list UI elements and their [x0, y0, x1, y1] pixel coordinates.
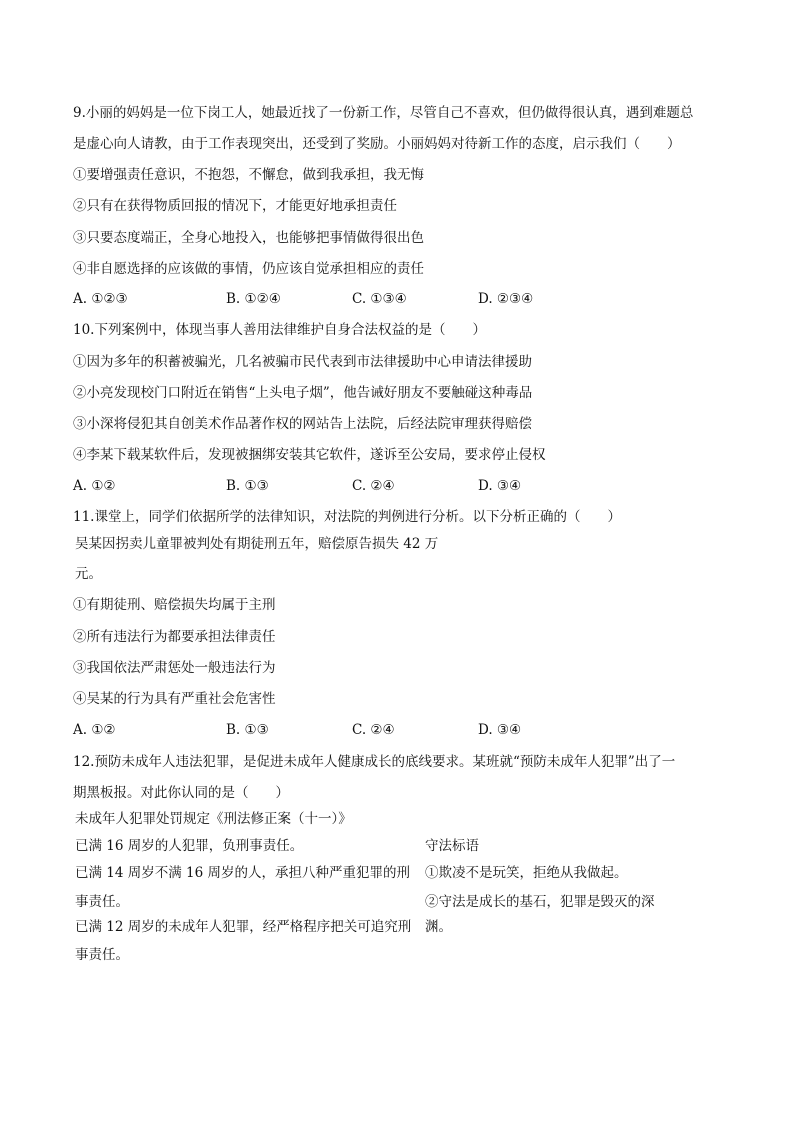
q10-item-2: ②小亮发现校门口附近在销售“上头电子烟”，他告诫好朋友不要触碰这种毒品 — [73, 385, 533, 401]
q10-option-c[interactable]: C. ②④ — [352, 478, 395, 494]
q10-item-4: ④李某下载某软件后，发现被捆绑安装其它软件，遂诉至公安局，要求停止侵权 — [73, 447, 546, 463]
q9-stem-line1: 9.小丽的妈妈是一位下岗工人，她最近找了一份新工作，尽管自己不喜欢，但仍做得很认真，遇到难题总 — [73, 105, 694, 121]
q12-stem-line1: 12.预防未成年人违法犯罪，是促进未成年人健康成长的底线要求。某班就“预防未成年人犯罪”出了一 — [73, 754, 676, 770]
q12-left-line-5: 事责任。 — [75, 947, 129, 963]
q11-case-line1: 吴某因拐卖儿童罪被判处有期徒刑五年，赔偿原告损失 42 万 — [75, 536, 439, 552]
q9-option-a[interactable]: A. ①②③ — [73, 291, 128, 307]
q11-stem: 11.课堂上，同学们依据所学的法律知识，对法院的判例进行分析。以下分析正确的（ ） — [73, 509, 621, 525]
q10-option-a[interactable]: A. ①② — [73, 478, 116, 494]
q12-left-line-2: 已满 14 周岁不满 16 周岁的人，承担八种严重犯罪的刑 — [75, 865, 411, 881]
q12-left-title: 未成年人犯罪处罚规定《刑法修正案（十一）》 — [75, 811, 352, 827]
q9-item-2: ②只有在获得物质回报的情况下，才能更好地承担责任 — [73, 198, 397, 214]
q12-stem-line2: 期黑板报。对此你认同的是（ ） — [73, 785, 289, 801]
q11-case-line2: 元。 — [75, 566, 102, 582]
q9-item-4: ④非自愿选择的应该做的事情，仍应该自觉承担相应的责任 — [73, 261, 424, 277]
q9-item-1: ①要增强责任意识，不抱怨，不懈怠，做到我承担，我无悔 — [73, 167, 424, 183]
q12-right-line-1: ①欺凌不是玩笑，拒绝从我做起。 — [425, 865, 628, 881]
q9-item-3: ③只要态度端正，全身心地投入，也能够把事情做得很出色 — [73, 230, 424, 246]
q12-right-line-2: ②守法是成长的基石，犯罪是毁灭的深 — [425, 894, 655, 910]
q11-option-b[interactable]: B. ①③ — [226, 722, 269, 738]
q12-left-line-1: 已满 16 周岁的人犯罪，负刑事责任。 — [75, 838, 304, 854]
q10-option-b[interactable]: B. ①③ — [226, 478, 269, 494]
q11-item-3: ③我国依法严肃惩处一般违法行为 — [73, 660, 276, 676]
q9-option-c[interactable]: C. ①③④ — [352, 291, 407, 307]
q12-right-title: 守法标语 — [425, 838, 479, 854]
q11-option-a[interactable]: A. ①② — [73, 722, 116, 738]
q11-item-1: ①有期徒刑、赔偿损失均属于主刑 — [73, 597, 276, 613]
q12-left-line-3: 事责任。 — [75, 894, 129, 910]
q11-options — [73, 721, 673, 739]
q9-stem-line2: 是虚心向人请教，由于工作表现突出，还受到了奖励。小丽妈妈对待新工作的态度，启示我们（ ） — [73, 136, 681, 152]
q10-options — [73, 477, 673, 495]
q10-stem: 10.下列案例中，体现当事人善用法律维护自身合法权益的是（ ） — [73, 322, 486, 338]
q10-option-d[interactable]: D. ③④ — [478, 478, 522, 494]
q12-right-line-3: 渊。 — [425, 919, 452, 935]
q12-left-line-4: 已满 12 周岁的未成年人犯罪，经严格程序把关可追究刑 — [75, 919, 412, 935]
q9-options — [73, 290, 673, 308]
q11-item-2: ②所有违法行为都要承担法律责任 — [73, 629, 276, 645]
q9-option-b[interactable]: B. ①②④ — [226, 291, 281, 307]
q10-item-1: ①因为多年的积蓄被骗光，几名被骗市民代表到市法律援助中心申请法律援助 — [73, 354, 532, 370]
q11-option-d[interactable]: D. ③④ — [478, 722, 522, 738]
q9-option-d[interactable]: D. ②③④ — [478, 291, 534, 307]
q11-item-4: ④吴某的行为具有严重社会危害性 — [73, 691, 276, 707]
q11-option-c[interactable]: C. ②④ — [352, 722, 395, 738]
q10-item-3: ③小深将侵犯其自创美术作品著作权的网站告上法院，后经法院审理获得赔偿 — [73, 416, 532, 432]
